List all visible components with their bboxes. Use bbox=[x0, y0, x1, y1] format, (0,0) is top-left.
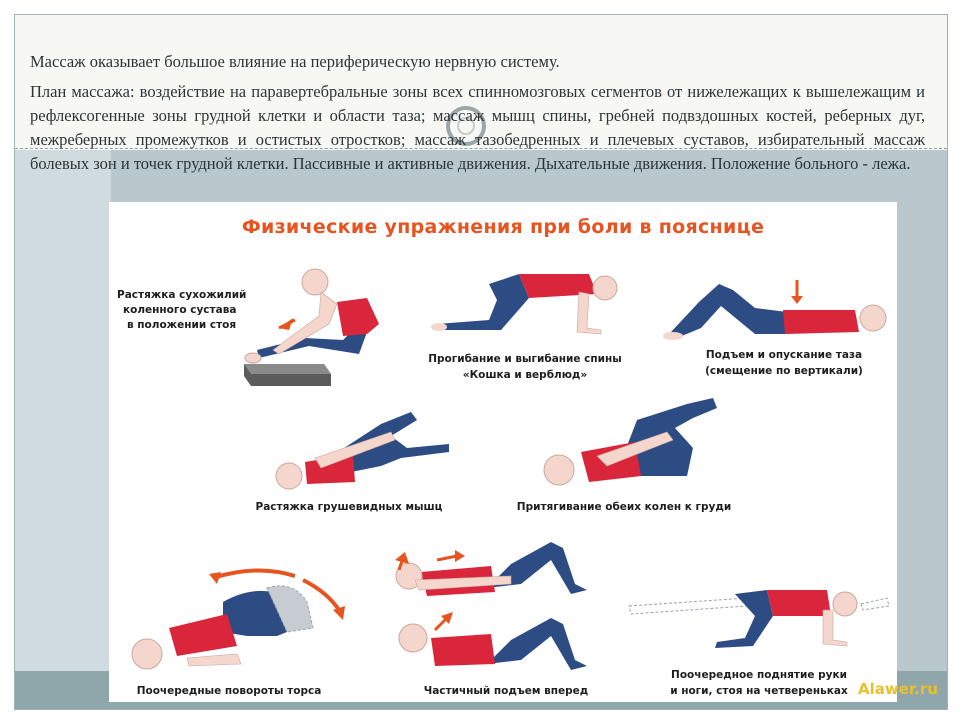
pelvic-tilt-figure bbox=[659, 276, 889, 348]
caption-pelvis-line1: Подъем и опускание таза bbox=[705, 349, 863, 361]
caption-arm-leg-line2: и ноги, стоя на четвереньках bbox=[670, 685, 848, 697]
partial-situp-figure bbox=[391, 536, 621, 676]
site-watermark: Alawer.ru bbox=[858, 680, 938, 698]
caption-knees: Притягивание обеих колен к груди bbox=[516, 501, 732, 513]
massage-plan-paragraph: План массажа: воздействие на паравертебральные зоны всех спинномозговых сегментов от нижележащих к вышележащим и рефлексогенные зоны грудной клетки и области таза; массаж мышц спины, гребней подвздошных костей, реберных дуг, межреберных промежутков и остистых отростков; массаж тазобедренных и плечевых суставов, избирательный массаж болевых зон и точек грудной клетки. Пассивные и активные движения. Дыхательные движения. Положение больного - лежа. bbox=[30, 82, 925, 173]
knees-to-chest-figure bbox=[537, 396, 727, 492]
torso-rotation-figure bbox=[117, 562, 347, 672]
caption-pelvis-line2: (смещение по вертикали) bbox=[705, 365, 863, 377]
caption-arm-leg-line1: Поочередное поднятие руки bbox=[671, 669, 847, 681]
slide-text bbox=[30, 50, 925, 176]
caption-rotation: Поочередные повороты торса bbox=[136, 685, 322, 697]
piriformis-stretch-figure bbox=[271, 410, 461, 492]
caption-cat-line2: «Кошка и верблюд» bbox=[462, 369, 588, 381]
caption-cat-line1: Прогибание и выгибание спины bbox=[428, 353, 622, 365]
caption-partial: Частичный подъем вперед bbox=[423, 685, 589, 697]
poster-title: Физические упражнения при боли в пояснице bbox=[241, 216, 765, 238]
exercise-poster bbox=[109, 202, 897, 702]
bird-dog-figure bbox=[627, 576, 889, 656]
hamstring-stretch-figure bbox=[239, 262, 389, 392]
caption-piriformis: Растяжка грушевидных мышц bbox=[255, 501, 443, 513]
intro-sentence: Массаж оказывает большое влияние на периферическую нервную систему. bbox=[30, 52, 560, 71]
caption-stretch-line3: в положении стоя bbox=[127, 319, 237, 331]
cat-camel-figure bbox=[429, 264, 629, 344]
caption-stretch-line1: Растяжка сухожилий bbox=[117, 289, 247, 301]
caption-stretch-line2: коленного сустава bbox=[123, 304, 237, 316]
slide-side-strip bbox=[15, 150, 111, 690]
